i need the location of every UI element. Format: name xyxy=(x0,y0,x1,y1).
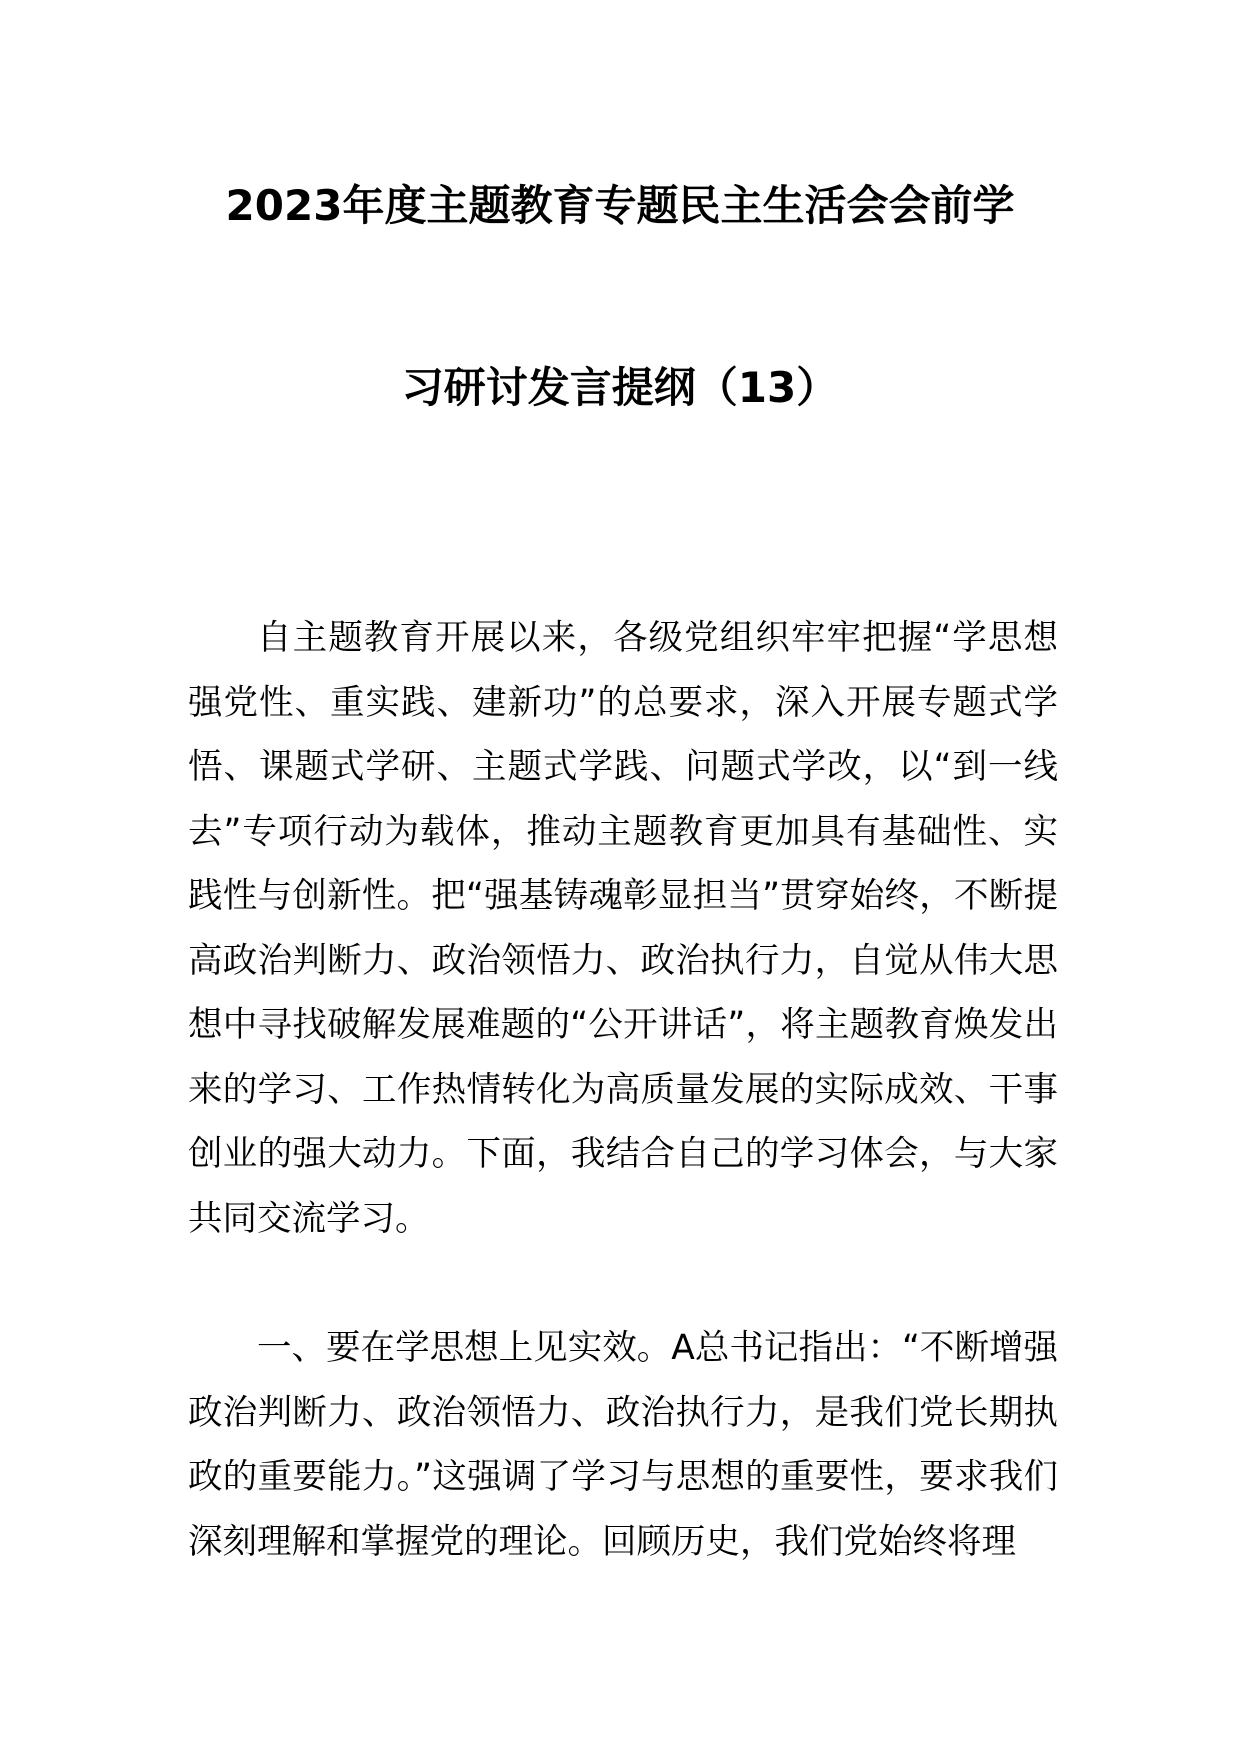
body-paragraph-1 xyxy=(188,606,1058,1251)
document-title-line-1: 2023年度主题教育专题民主生活会会前学 xyxy=(225,181,1015,230)
paragraph-text: 自主题教育开展以来，各级党组织牢牢把握“学思想强党性、重实践、建新功”的总要求，深入开展专题式学悟、课题式学研、主题式学践、问题式学改，以“到一线去”专项行动为载体，推动主题教育更加具有基础性、实践性与创新性。把“强基铸魂彰显担当”贯穿始终，不断提高政治判断力、政治领悟力、政治执行力，自觉从伟大思想中寻找破解发展难题的“公开讲话”，将主题教育焕发出来的学习、工作热情转化为高质量发展的实际成效、干事创业的强大动力。下面，我结合自己的学习体会，与大家共同交流学习。 xyxy=(188,618,1058,1239)
paragraph-text: 一、要在学思想上见实效。A总书记指出：“不断增强政治判断力、政治领悟力、政治执行力，是我们党长期执政的重要能力。”这强调了学习与思想的重要性，要求我们深刻理解和掌握党的理论。回顾历史，我们党始终将理 xyxy=(188,1328,1058,1562)
body-paragraph-2 xyxy=(188,1316,1058,1574)
document-title-line-2: 习研讨发言提纲（13） xyxy=(401,363,839,412)
